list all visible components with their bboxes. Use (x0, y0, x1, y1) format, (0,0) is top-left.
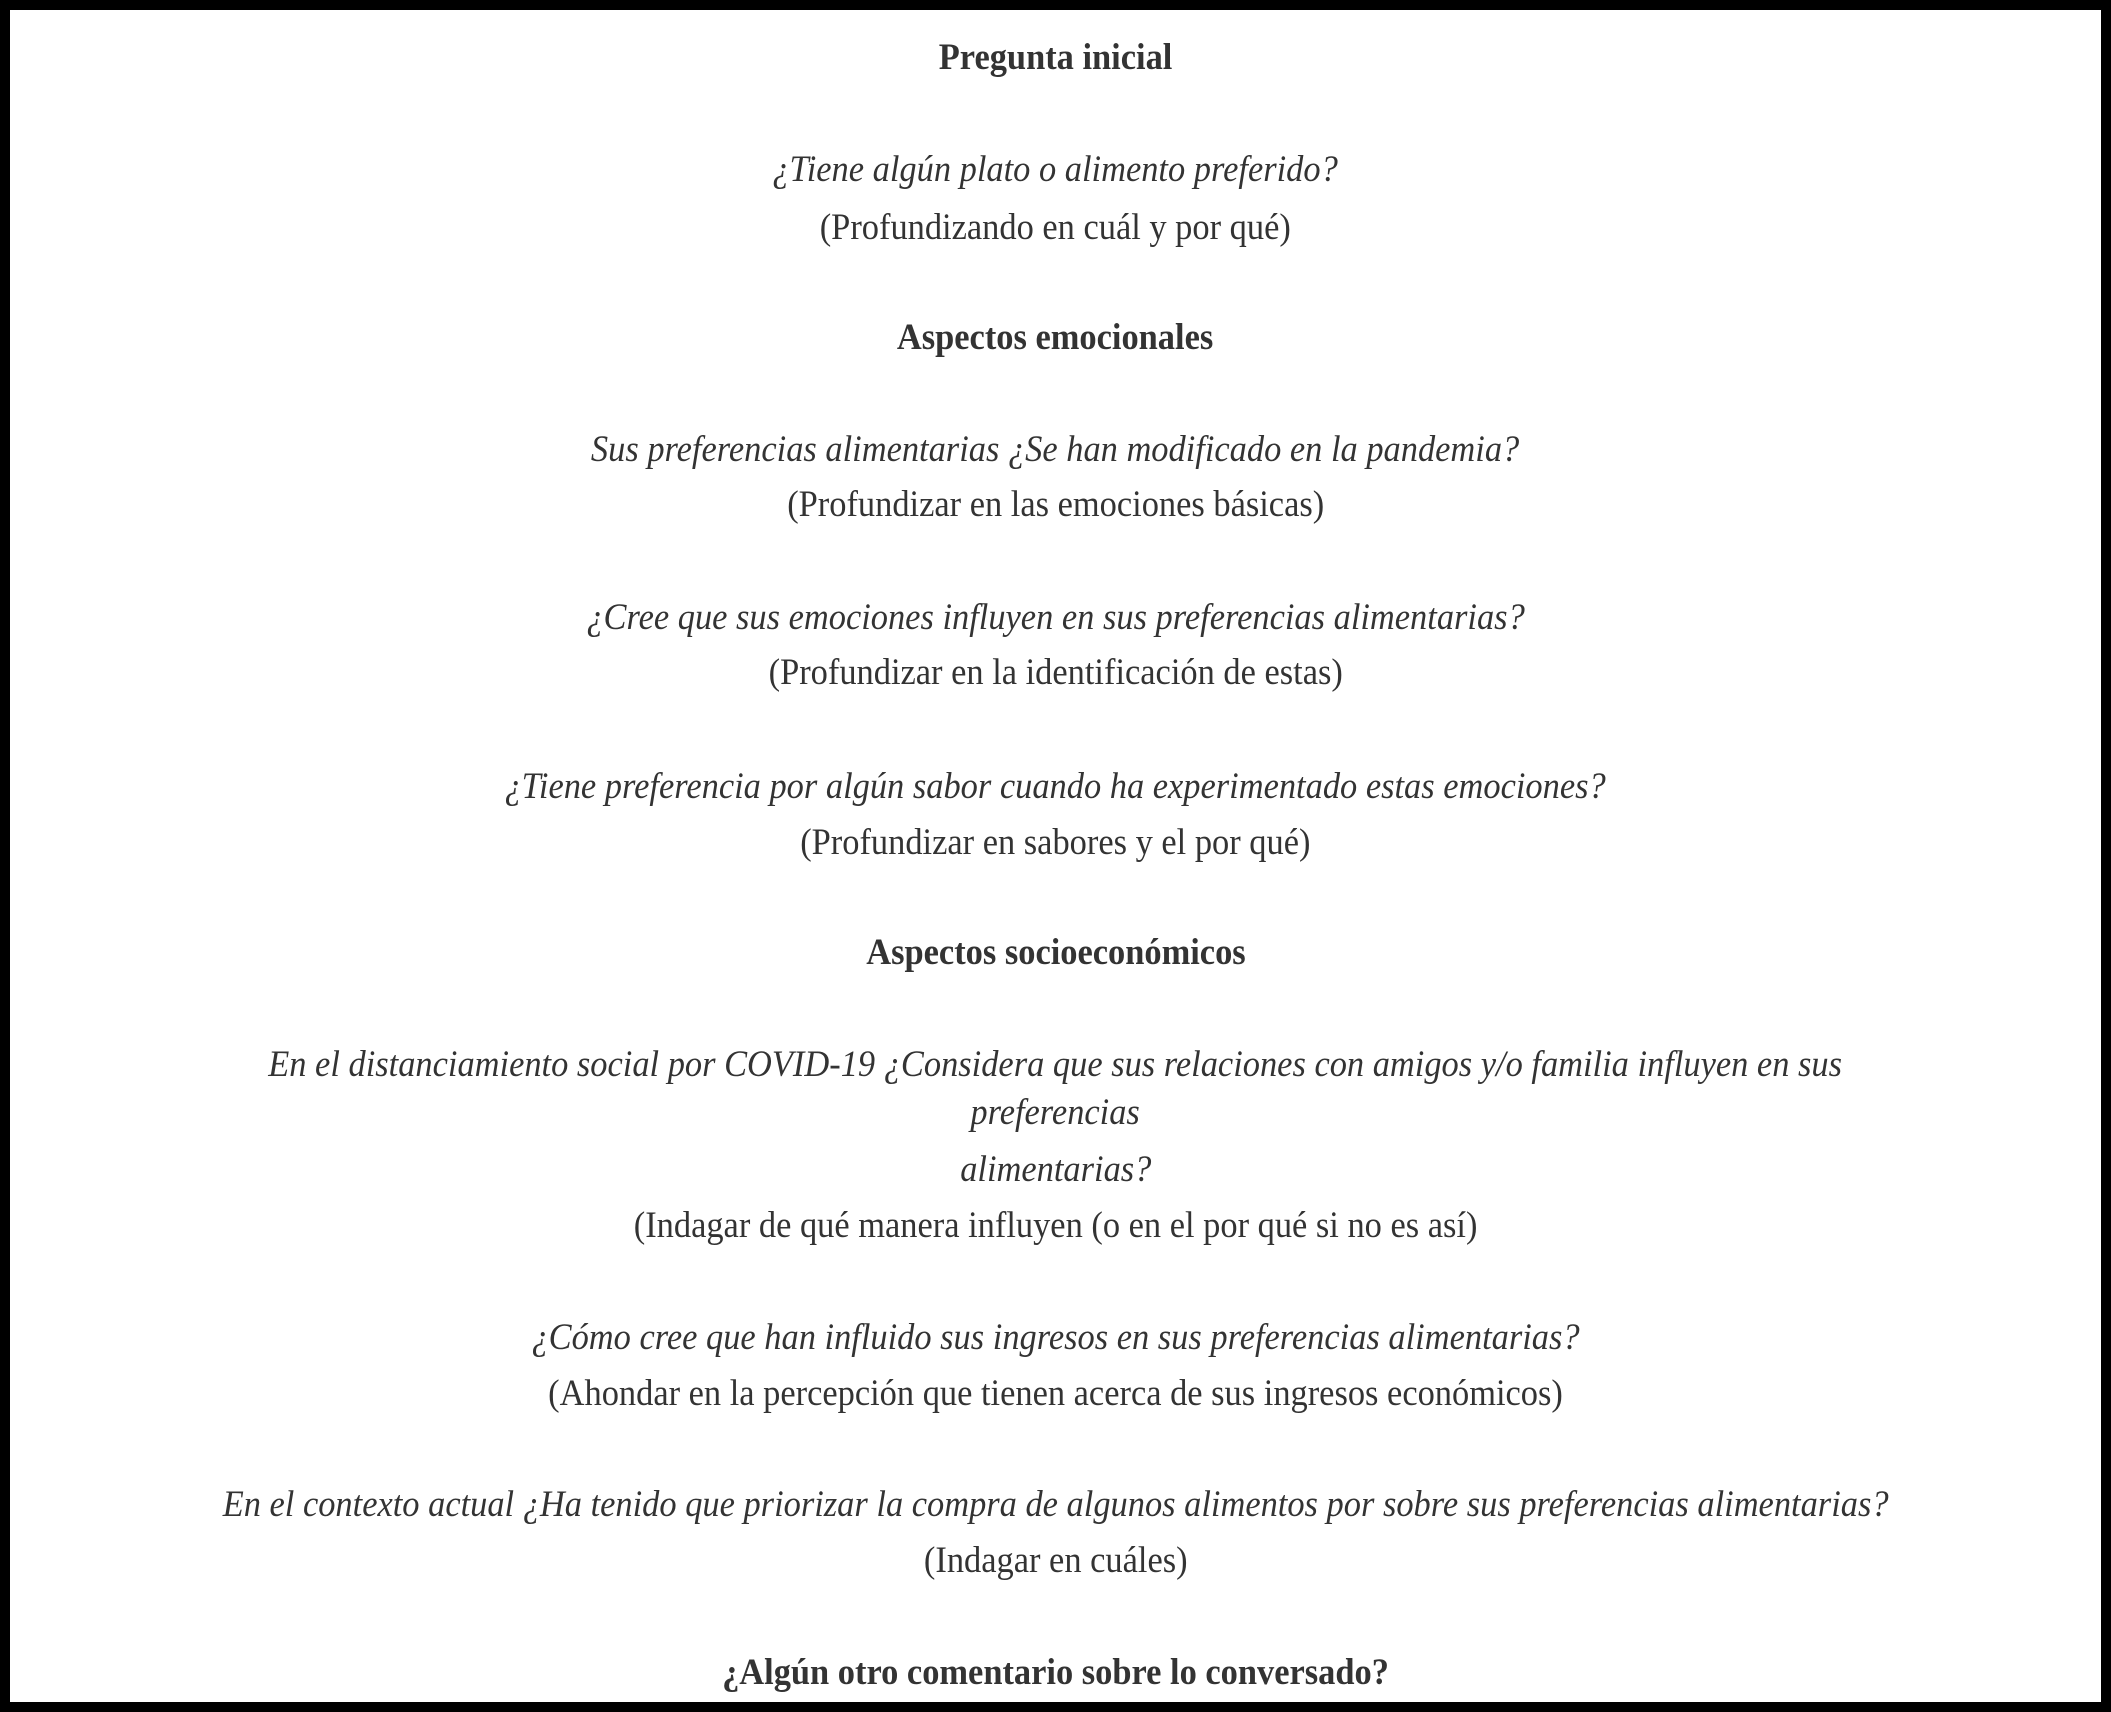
question-text: preferencias (970, 1092, 1141, 1133)
question-social-distancing-line-3 (20, 1148, 2091, 1192)
note-text: (Ahondar en la percepción que tienen acerca de sus ingresos económicos) (548, 1373, 1563, 1414)
note-text: (Indagar en cuáles) (923, 1540, 1188, 1581)
question-text: En el contexto actual ¿Ha tenido que priorizar la compra de algunos alimentos por sobre sus preferencias alimentarias? (222, 1484, 1889, 1525)
note-text: (Profundizando en cuál y por qué) (819, 207, 1292, 248)
note-text: (Profundizar en las emociones básicas) (787, 484, 1324, 525)
heading-text: Aspectos socioeconómicos (865, 932, 1246, 973)
closing-question (20, 1651, 2091, 1695)
note-purchase-priority (20, 1539, 2091, 1583)
note-emotions-influence (20, 651, 2091, 695)
note-income-influence (20, 1372, 2091, 1416)
note-text: (Indagar de qué manera influyen (o en el por qué si no es así) (633, 1205, 1478, 1246)
section-heading-socioeconomic-aspects (20, 931, 2091, 975)
question-text: alimentarias? (959, 1149, 1152, 1190)
section-heading-emotional-aspects (20, 316, 2091, 360)
question-social-distancing-line-2 (20, 1091, 2091, 1135)
question-text: Sus preferencias alimentarias ¿Se han modificado en la pandemia? (591, 429, 1520, 470)
question-text: ¿Cómo cree que han influido sus ingresos en sus preferencias alimentarias? (531, 1317, 1580, 1358)
question-purchase-priority (20, 1483, 2091, 1527)
question-text: ¿Cree que sus emociones influyen en sus preferencias alimentarias? (586, 597, 1525, 638)
section-heading-initial-question (20, 36, 2091, 80)
note-pandemic-preferences (20, 483, 2091, 527)
note-text: (Profundizar en sabores y el por qué) (800, 822, 1311, 863)
question-text: ¿Tiene preferencia por algún sabor cuando ha experimentado estas emociones? (504, 766, 1607, 807)
question-income-influence (20, 1316, 2091, 1360)
question-emotions-influence (20, 596, 2091, 640)
question-pandemic-preferences (20, 428, 2091, 472)
question-flavor-preference (20, 765, 2091, 809)
question-text: En el distanciamiento social por COVID-19 ¿Considera que sus relaciones con amigos y/o familia influyen en sus (268, 1044, 1843, 1085)
heading-text: Aspectos emocionales (897, 317, 1214, 358)
note-social-distancing (20, 1204, 2091, 1248)
closing-text: ¿Algún otro comentario sobre lo conversado? (722, 1652, 1389, 1693)
question-text: ¿Tiene algún plato o alimento preferido? (772, 149, 1339, 190)
question-social-distancing-line-1 (20, 1043, 2091, 1087)
note-text: (Profundizar en la identificación de estas) (768, 652, 1343, 693)
note-flavor-preference (20, 821, 2091, 865)
heading-text: Pregunta inicial (938, 37, 1173, 78)
question-favorite-dish (20, 148, 2091, 192)
note-favorite-dish (20, 206, 2091, 250)
